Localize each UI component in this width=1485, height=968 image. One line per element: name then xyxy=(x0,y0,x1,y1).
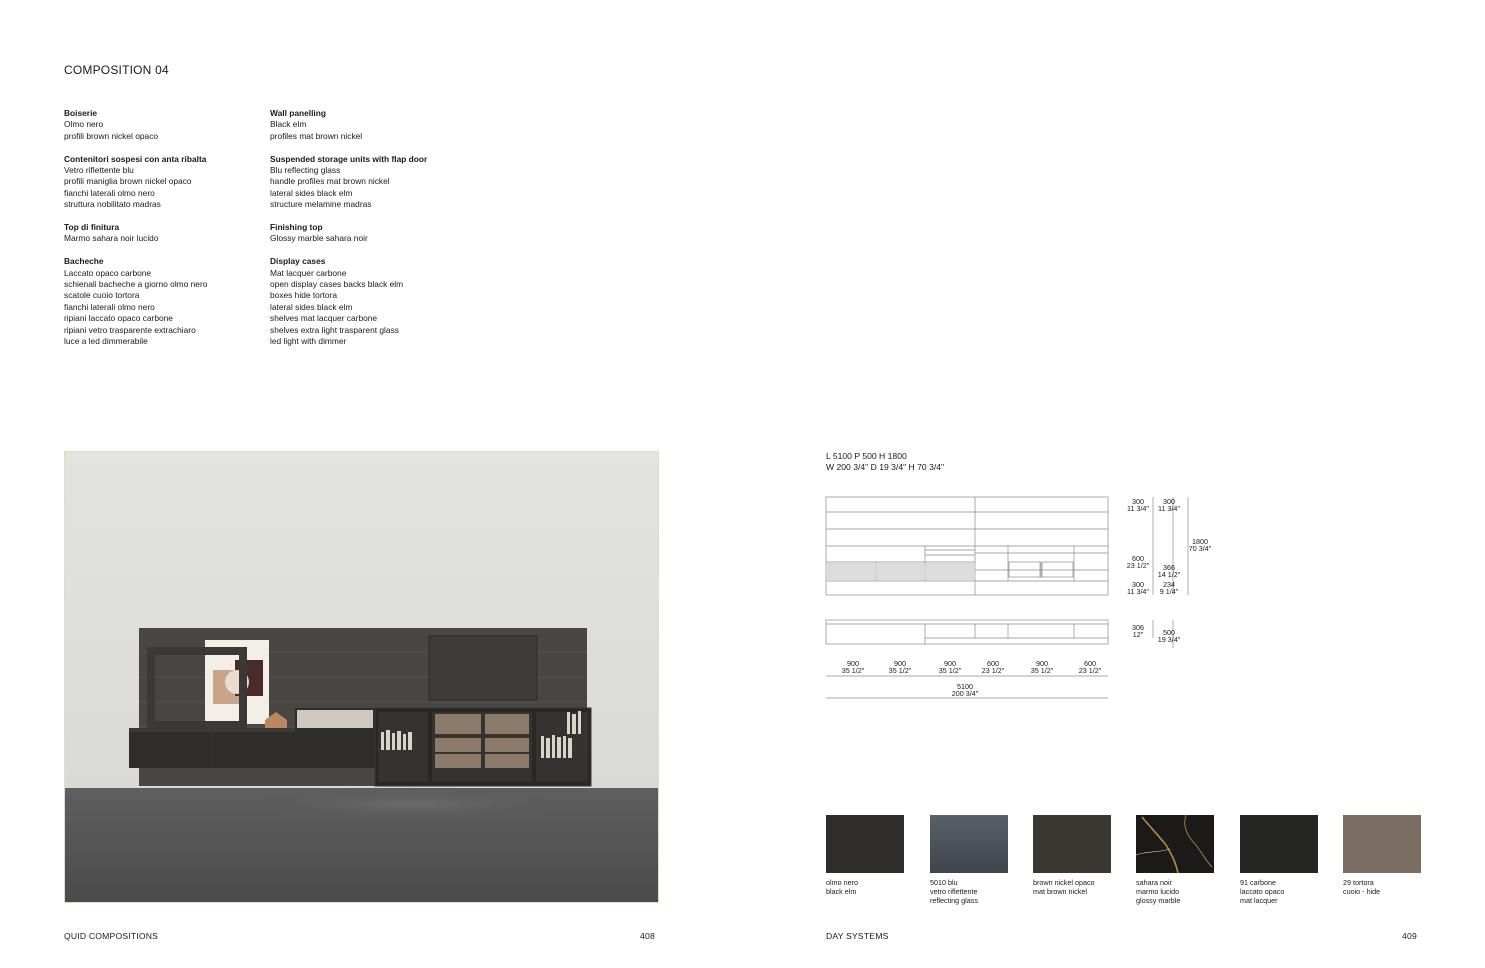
overall-dimensions xyxy=(826,451,944,473)
finish-label-line: vetro riflettente xyxy=(930,887,978,897)
finish-label-line: mat brown nickel xyxy=(1033,887,1087,897)
dim-height-bottom-inch: 11 3/4" xyxy=(1126,587,1150,596)
marble-veins xyxy=(1136,815,1214,873)
footer-section-left: QUID COMPOSITIONS xyxy=(64,931,159,941)
finish-swatch-91-carbone xyxy=(1240,815,1318,873)
spec-line: Vetro riflettente blu xyxy=(64,165,134,176)
finish-label xyxy=(826,878,926,896)
spec-line: Laccato opaco carbone xyxy=(64,267,152,278)
finish-label-line: olmo nero xyxy=(826,878,858,887)
finish-label xyxy=(1136,878,1236,906)
spec-group xyxy=(270,256,490,347)
spec-line: Glossy marble sahara noir xyxy=(270,233,368,244)
finish-label-line: 29 tortora xyxy=(1343,878,1374,887)
dim-height-top-a-inch: 11 3/4" xyxy=(1126,504,1150,513)
dim-depth-total: 500 xyxy=(1163,628,1175,637)
finish-swatch-olmo-nero xyxy=(826,815,904,873)
dimensions-metric: L 5100 P 500 H 1800 xyxy=(826,451,907,461)
dim-width: 600 xyxy=(987,659,999,668)
dim-height-mid: 600 xyxy=(1132,554,1144,563)
living-room-illustration xyxy=(65,452,659,903)
dim-width-inch: 35 1/2" xyxy=(938,666,962,675)
spec-heading: Display cases xyxy=(270,256,326,267)
spec-group xyxy=(270,108,490,142)
spec-heading: Top di finitura xyxy=(64,222,120,233)
spec-heading: Wall panelling xyxy=(270,108,326,118)
dim-width-inch: 35 1/2" xyxy=(841,666,865,675)
finish-label-line: reflecting glass xyxy=(930,896,978,906)
specs-english xyxy=(270,108,490,359)
spec-group xyxy=(270,222,490,245)
spec-group xyxy=(64,222,264,245)
dim-width-inch: 35 1/2" xyxy=(1030,666,1054,675)
dim-height-total: 1800 xyxy=(1192,537,1208,546)
spec-line: profili brown nickel opaco xyxy=(64,130,159,141)
dim-width: 600 xyxy=(1084,659,1096,668)
footer-section-right: DAY SYSTEMS xyxy=(826,931,889,941)
spec-heading: Contenitori sospesi con anta ribalta xyxy=(64,153,207,164)
dim-width: 900 xyxy=(894,659,906,668)
dim-height-case-bottom-inch: 9 1/4" xyxy=(1159,587,1179,596)
spec-group xyxy=(64,256,264,347)
finish-label-line: glossy marble xyxy=(1136,896,1181,906)
finish-swatch-brown-nickel xyxy=(1033,815,1111,873)
finish-label-line: 91 carbone xyxy=(1240,878,1276,887)
spec-line: struttura nobilitato madras xyxy=(64,199,161,210)
specs-italian xyxy=(64,108,264,359)
spec-heading: Boiserie xyxy=(64,108,98,118)
page-title: COMPOSITION 04 xyxy=(64,63,169,77)
finish-swatch-29-tortora xyxy=(1343,815,1421,873)
dim-height-case: 366 xyxy=(1163,563,1175,572)
finish-label-line: black elm xyxy=(826,887,857,897)
spec-line: Mat lacquer carbone xyxy=(270,267,347,278)
spec-line: structure melamine madras xyxy=(270,199,372,210)
spec-group xyxy=(270,154,490,211)
spec-line: profili maniglia brown nickel opaco xyxy=(64,176,192,187)
dim-height-total-inch: 70 3/4" xyxy=(1188,544,1212,553)
spec-line: shelves extra light trasparent glass xyxy=(270,324,399,335)
technical-drawing xyxy=(818,492,1238,707)
spec-heading: Finishing top xyxy=(270,222,323,233)
finish-label-line: sahara noir xyxy=(1136,878,1172,887)
spec-line: Black elm xyxy=(270,119,307,130)
spec-line: lateral sides black elm xyxy=(270,301,353,312)
dim-height-top-b: 300 xyxy=(1163,497,1175,506)
finish-label-line: marmo lucido xyxy=(1136,887,1180,897)
dim-width: 900 xyxy=(1036,659,1048,668)
dim-depth-unit: 306 xyxy=(1132,623,1144,632)
page-number-right: 409 xyxy=(1402,931,1417,941)
finish-label-line: mat lacquer xyxy=(1240,896,1278,906)
finish-label xyxy=(1033,878,1133,896)
spec-line: profiles mat brown nickel xyxy=(270,130,363,141)
spec-line: Blu reflecting glass xyxy=(270,165,341,176)
spec-line: open display cases backs black elm xyxy=(270,279,404,290)
spec-heading: Bacheche xyxy=(64,256,104,267)
product-photo xyxy=(64,451,659,903)
dim-width-total-inch: 200 3/4" xyxy=(951,689,979,698)
dim-width: 900 xyxy=(944,659,956,668)
spec-line: Olmo nero xyxy=(64,119,104,130)
spec-line: handle profiles mat brown nickel xyxy=(270,176,390,187)
spec-group xyxy=(64,108,264,142)
dim-height-case-inch: 14 1/2" xyxy=(1157,570,1181,579)
finish-label xyxy=(930,878,1030,906)
dim-height-mid-inch: 23 1/2" xyxy=(1126,561,1150,570)
page-number-left: 408 xyxy=(640,931,655,941)
dim-width-inch: 23 1/2" xyxy=(1078,666,1102,675)
finish-label-line: brown nickel opaco xyxy=(1033,878,1095,887)
finish-label-line: cuoio - hide xyxy=(1343,887,1381,897)
dim-height-top-a: 300 xyxy=(1132,497,1144,506)
spec-line: fianchi laterali olmo nero xyxy=(64,187,155,198)
spec-line: ripiani laccato opaco carbone xyxy=(64,313,173,324)
finish-swatch-5010-blu xyxy=(930,815,1008,873)
dim-width-total: 5100 xyxy=(957,682,973,691)
spec-heading: Suspended storage units with flap door xyxy=(270,153,428,164)
dim-width: 900 xyxy=(847,659,859,668)
spec-line: lateral sides black elm xyxy=(270,187,353,198)
spec-line: shelves mat lacquer carbone xyxy=(270,313,378,324)
finish-label-line: 5010 blu xyxy=(930,878,958,887)
spec-line: Marmo sahara noir lucido xyxy=(64,233,159,244)
dim-depth-unit-inch: 12" xyxy=(1132,630,1144,639)
dimensions-imperial: W 200 3/4" D 19 3/4" H 70 3/4" xyxy=(826,462,945,472)
dim-height-top-b-inch: 11 3/4" xyxy=(1157,504,1181,513)
dim-width-inch: 23 1/2" xyxy=(981,666,1005,675)
spec-line: boxes hide tortora xyxy=(270,290,338,301)
spec-line: luce a led dimmerabile xyxy=(64,336,148,347)
dim-height-case-bottom: 234 xyxy=(1163,580,1175,589)
spec-line: led light with dimmer xyxy=(270,336,347,347)
spec-line: scatole cuoio tortora xyxy=(64,290,140,301)
finish-label xyxy=(1343,878,1443,896)
dim-width-inch: 35 1/2" xyxy=(888,666,912,675)
spec-line: ripiani vetro trasparente extrachiaro xyxy=(64,324,196,335)
spec-line: schienali bacheche a giorno olmo nero xyxy=(64,279,208,290)
finish-label-line: laccato opaco xyxy=(1240,887,1285,897)
dim-height-bottom: 300 xyxy=(1132,580,1144,589)
finish-swatch-sahara-noir xyxy=(1136,815,1214,873)
spec-line: fianchi laterali olmo nero xyxy=(64,301,155,312)
dim-depth-total-inch: 19 3/4" xyxy=(1157,635,1181,644)
finish-label xyxy=(1240,878,1340,906)
spec-group xyxy=(64,154,264,211)
